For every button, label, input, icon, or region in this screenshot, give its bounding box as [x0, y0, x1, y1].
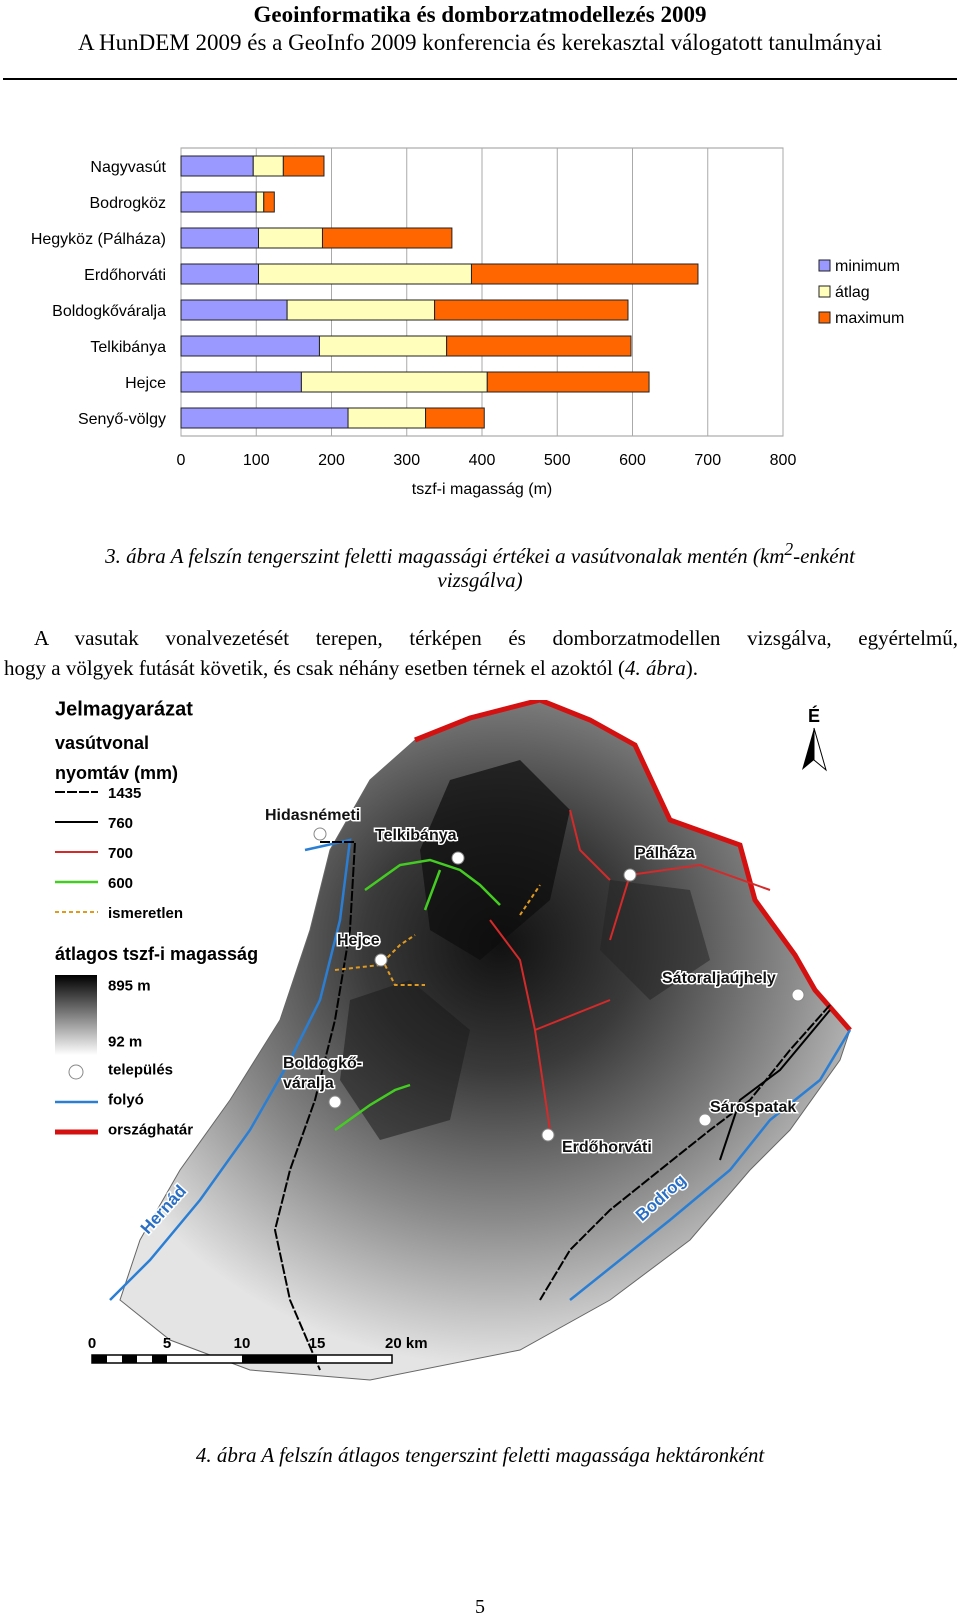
bar-segment-átlag [253, 156, 283, 176]
bar-segment-átlag [259, 228, 323, 248]
legend-rail-label: 600 [108, 875, 134, 892]
bar-segment-minimum [181, 192, 256, 212]
bar-segment-minimum [181, 336, 319, 356]
elevation-scale-bar [55, 975, 97, 1055]
bar-segment-maximum [283, 156, 324, 176]
legend-entry: maximum [835, 310, 905, 327]
legend-title: Jelmagyarázat [55, 700, 193, 721]
y-category-label: Telkibánya [90, 339, 166, 356]
bar-segment-maximum [487, 372, 649, 392]
scale-label: 10 [233, 1335, 251, 1352]
settlement-satoraljaujhely [792, 989, 804, 1001]
label-varalja: váralja [283, 1075, 334, 1092]
bar-segment-maximum [447, 336, 631, 356]
settlement-hejce [375, 954, 387, 966]
scale-label: 20 km [385, 1335, 428, 1352]
label-hernad: Hernád [136, 1181, 191, 1238]
x-tick-label: 100 [242, 452, 270, 469]
legend-swatch [819, 312, 830, 323]
bar-segment-minimum [181, 228, 259, 248]
legend-rail-label: 760 [108, 815, 134, 832]
label-bodrog: Bodrog [631, 1170, 690, 1225]
legend-gauge-title: nyomtáv (mm) [55, 762, 179, 783]
y-category-label: Erdőhorváti [84, 267, 166, 284]
y-category-label: Senyő-völgy [77, 411, 166, 428]
x-tick-label: 300 [393, 452, 421, 469]
bar-segment-minimum [181, 156, 253, 176]
x-axis-label: tszf-i magasság (m) [411, 481, 553, 498]
figure3-caption-line2: vizsgálva) [437, 568, 523, 592]
y-category-label: Hegyköz (Pálháza) [30, 231, 166, 248]
label-hejce: Hejce [337, 932, 380, 949]
running-header-title: Geoinformatika és domborzatmodellezés 2009 [253, 2, 707, 27]
legend-rail-label: 700 [108, 845, 134, 862]
legend-settlement: település [108, 1061, 174, 1079]
legend-elev-min: 92 m [108, 1033, 143, 1051]
map-legend [55, 700, 258, 1138]
y-category-label: Bodrogköz [89, 195, 166, 212]
y-category-label: Nagyvasút [90, 159, 166, 176]
legend-entry: minimum [835, 258, 900, 275]
bar-segment-maximum [264, 192, 275, 212]
scale-label: 5 [162, 1335, 172, 1352]
bar-segment-minimum [181, 372, 301, 392]
body-paragraph: A vasutak vonalvezetését terepen, térképen és domborzatmodellen vizsgálva, egyértelmű, hogy a völgyek futását követik, és csak néhány esetben térnek el azoktól (4. ábra). [4, 626, 958, 680]
elevation-bar-chart [0, 140, 960, 520]
label-erdohorvati: Erdőhorváti [562, 1139, 652, 1156]
running-header-subtitle: A HunDEM 2009 és a GeoInfo 2009 konferencia és kerekasztal válogatott tanulmányai [77, 30, 883, 55]
label-sarospatak: Sárospatak [710, 1099, 797, 1116]
settlement-erdohorvati [542, 1129, 554, 1141]
label-boldogko: Boldogkő- [283, 1055, 363, 1072]
legend-elev-title: átlagos tszf-i magasság [55, 943, 259, 964]
x-tick-label: 700 [694, 452, 722, 469]
bar-segment-maximum [435, 300, 628, 320]
y-category-label: Hejce [125, 375, 166, 392]
bar-segment-maximum [471, 264, 698, 284]
railway-elevation-map [50, 700, 910, 1420]
bar-segment-maximum [322, 228, 451, 248]
scale-label: 0 [87, 1335, 97, 1352]
legend-rail-label: 1435 [108, 785, 142, 802]
legend-elev-max: 895 m [108, 977, 151, 995]
figure3-caption: 3. ábra A felszín tengerszint feletti magassági értékei a vasútvonalak mentén ($km^2$-enként [105, 539, 855, 568]
legend-swatch [819, 286, 830, 297]
bar-segment-minimum [181, 300, 287, 320]
settlement-hidasnemeti [314, 828, 326, 840]
north-arrow [802, 705, 826, 770]
figure4-caption: 4. ábra A felszín átlagos tengerszint feletti magassága hektáronként [195, 1443, 765, 1467]
bar-segment-maximum [426, 408, 485, 428]
label-satoraljaujhely: Sátoraljaújhely [662, 970, 776, 987]
label-telkibanya: Telkibánya [375, 827, 457, 844]
x-tick-label: 200 [318, 452, 345, 469]
scale-label: 15 [308, 1335, 326, 1352]
x-tick-label: 500 [543, 452, 571, 469]
bar-segment-átlag [319, 336, 446, 356]
label-hidasnemeti: Hidasnémeti [265, 807, 361, 824]
bar-segment-átlag [256, 192, 264, 212]
legend-settlement-symbol [69, 1065, 83, 1079]
page-number: 5 [475, 1596, 485, 1618]
x-tick-label: 800 [769, 452, 797, 469]
label-palhaza: Pálháza [635, 845, 695, 862]
settlement-boldogkovaralja [329, 1096, 341, 1108]
legend-rail-label: ismeretlen [108, 905, 184, 922]
legend-rail-title: vasútvonal [55, 732, 150, 753]
bar-segment-minimum [181, 408, 348, 428]
svg-text:É: É [807, 706, 821, 726]
bar-segment-átlag [259, 264, 472, 284]
x-tick-label: 400 [468, 452, 496, 469]
settlement-palhaza [624, 869, 636, 881]
legend-river: folyó [108, 1091, 144, 1109]
x-tick-label: 0 [176, 452, 186, 469]
bar-segment-minimum [181, 264, 259, 284]
settlement-telkibanya [452, 852, 464, 864]
legend-entry: átlag [835, 284, 870, 301]
header-rule [3, 78, 957, 80]
bar-segment-átlag [348, 408, 426, 428]
legend-border: országhatár [108, 1121, 194, 1139]
bar-segment-átlag [301, 372, 487, 392]
legend-swatch [819, 260, 830, 271]
x-tick-label: 600 [619, 452, 646, 469]
bar-segment-átlag [287, 300, 434, 320]
y-category-label: Boldogkőváralja [52, 303, 166, 320]
